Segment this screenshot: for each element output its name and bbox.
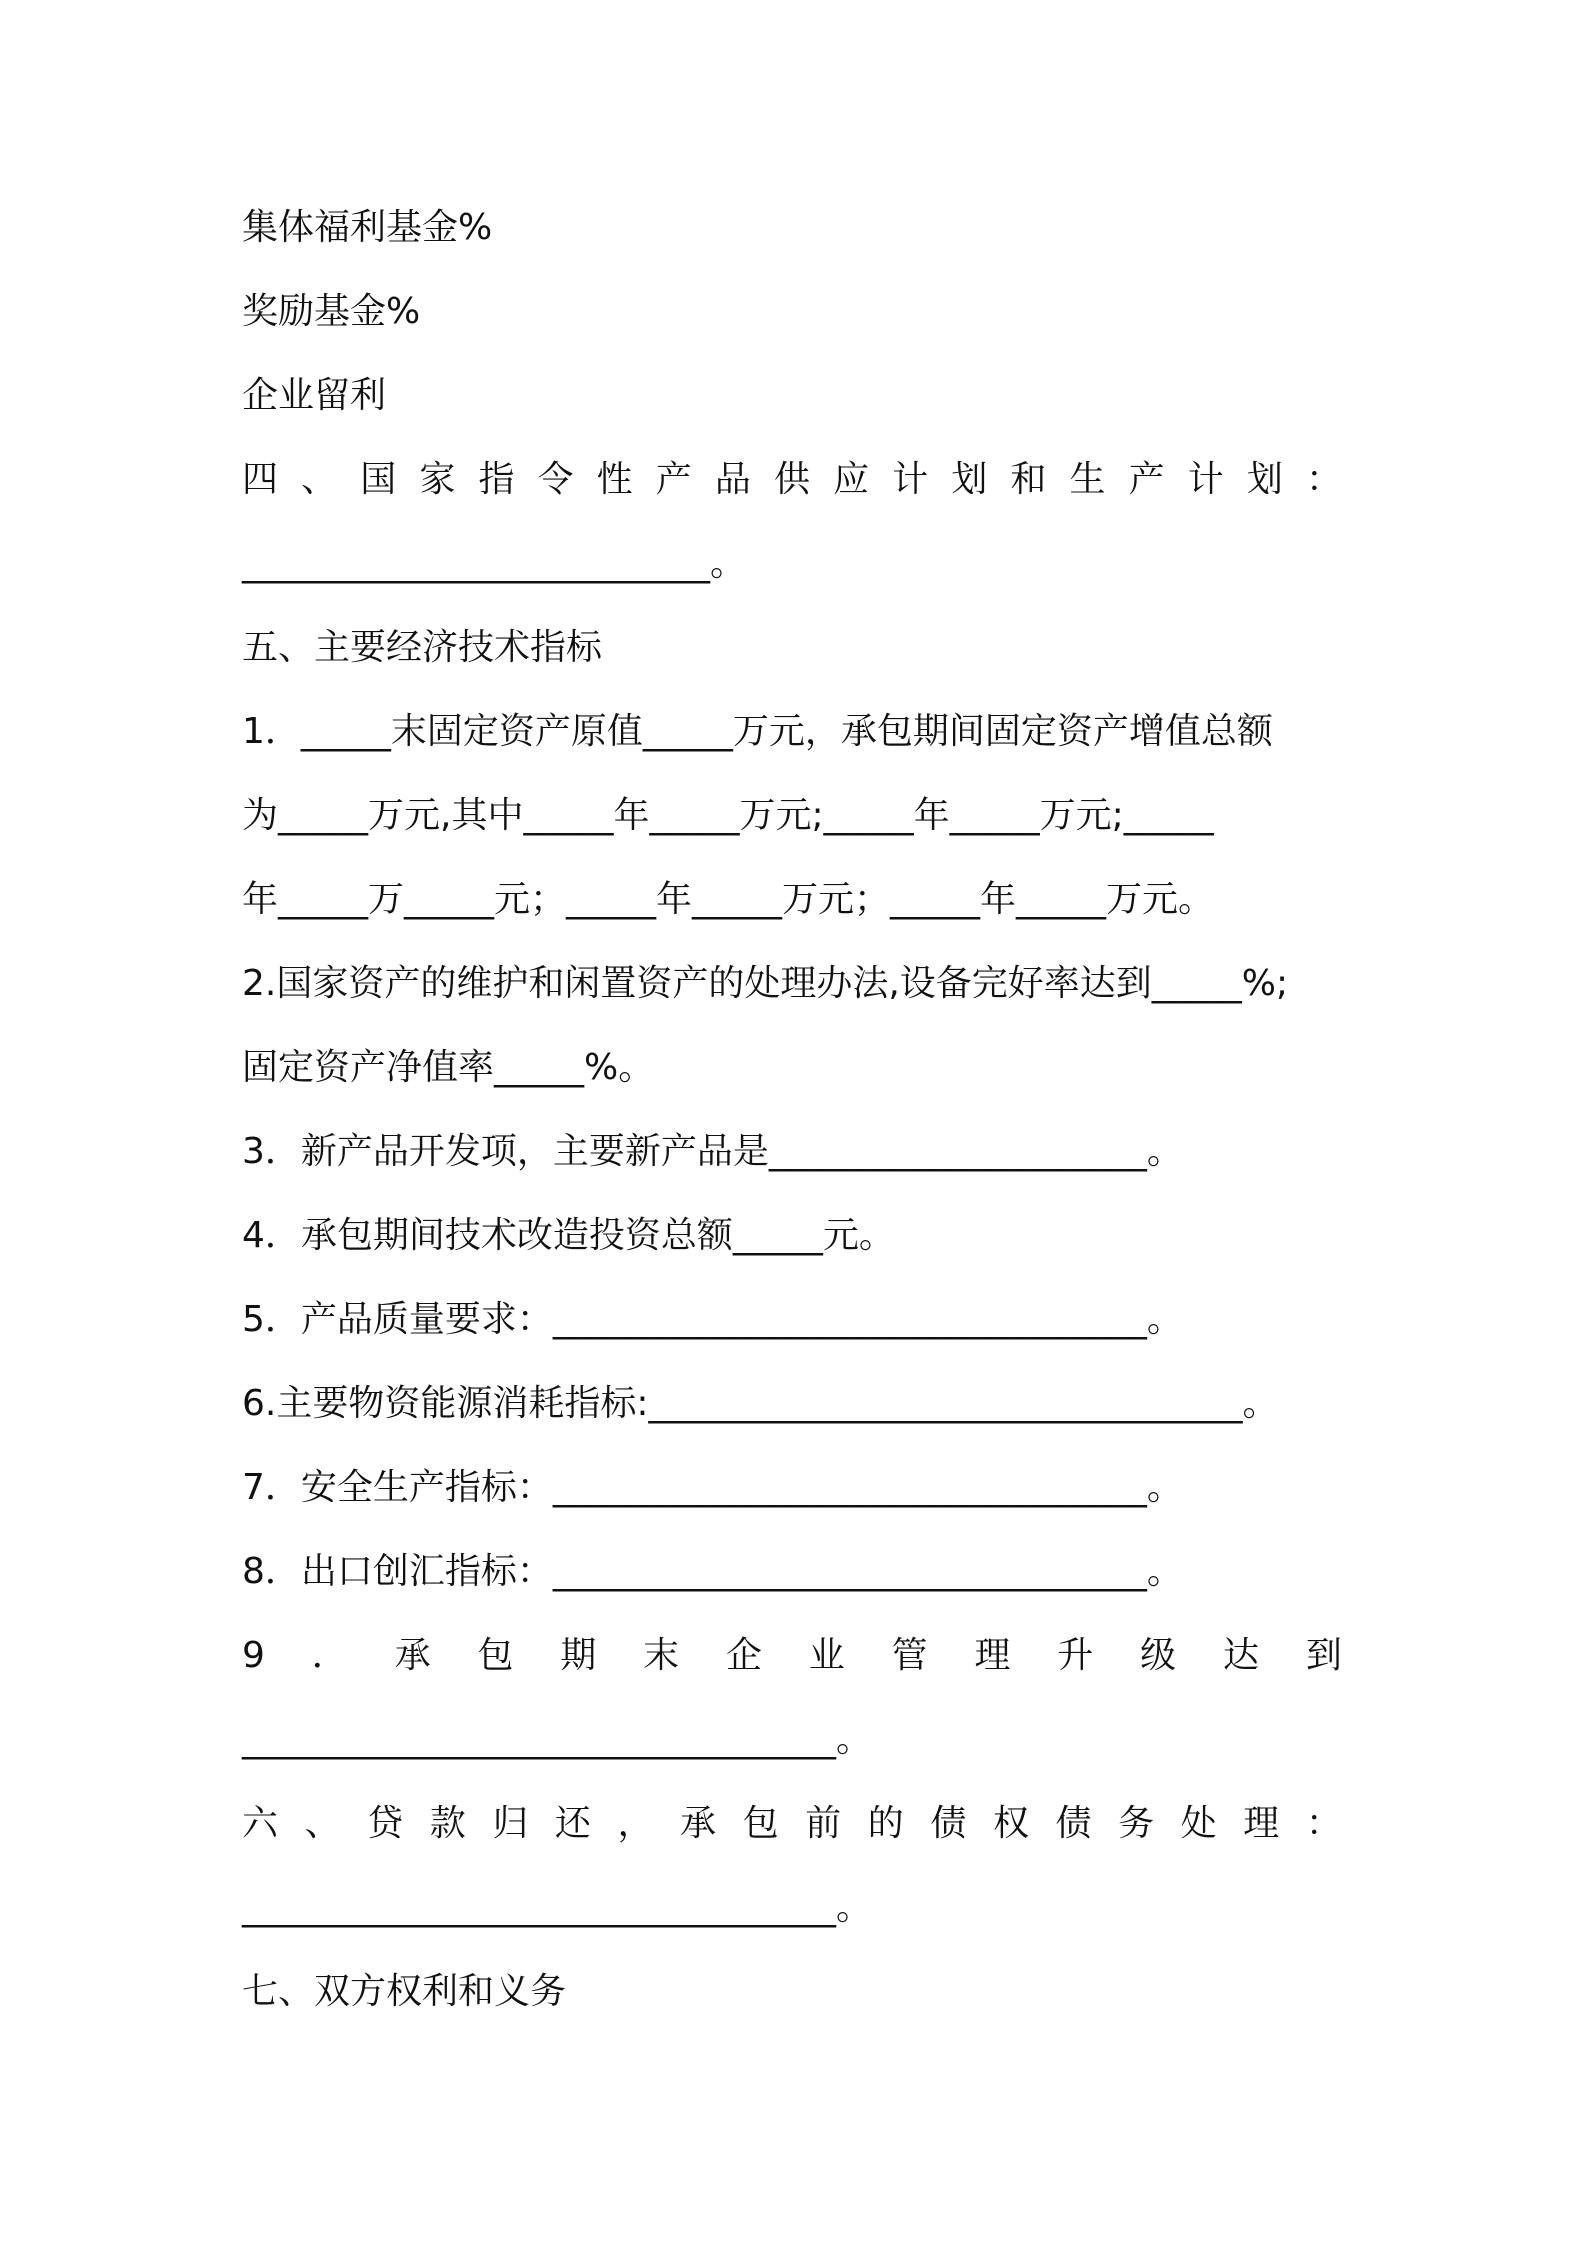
justified-char: 权: [992, 1803, 1029, 1844]
item-7-line: 7．安全生产指标：_________________________________。: [242, 1467, 1183, 1508]
justified-char: ．: [311, 1635, 348, 1676]
justified-char: 令: [537, 459, 574, 500]
section-four-heading: [242, 456, 1342, 504]
justified-char: 、: [304, 1803, 341, 1844]
text-line-welfare-fund: 集体福利基金%: [242, 207, 493, 248]
justified-char: 和: [1010, 459, 1047, 500]
item-8-line: 8．出口创汇指标：_________________________________。: [242, 1551, 1183, 1592]
justified-char: 产: [1128, 459, 1165, 500]
justified-char: 还: [554, 1803, 591, 1844]
justified-char: ，: [617, 1803, 654, 1844]
item-1-line-1: 1．_____末固定资产原值_____万元，承包期间固定资产增值总额: [242, 711, 1273, 752]
justified-char: 前: [805, 1803, 842, 1844]
justified-char: 四: [242, 459, 279, 500]
justified-char: 承: [680, 1803, 717, 1844]
blank-line-section-four: __________________________。: [242, 543, 746, 584]
justified-char: 企: [725, 1635, 762, 1676]
justified-char: 包: [477, 1635, 514, 1676]
justified-char: 国: [360, 459, 397, 500]
item-2-line-2: 固定资产净值率_____%。: [242, 1047, 655, 1088]
justified-char: 管: [891, 1635, 928, 1676]
justified-char: 划: [951, 459, 988, 500]
justified-char: 务: [1118, 1803, 1155, 1844]
item-6-line: 6.主要物资能源消耗指标:_________________________________。: [242, 1383, 1279, 1424]
section-five-heading: 五、主要经济技术指标: [242, 627, 603, 668]
text-line-retained-profit: 企业留利: [242, 375, 387, 416]
item-4-line: 4．承包期间技术改造投资总额_____元。: [242, 1215, 895, 1256]
justified-char: 的: [867, 1803, 904, 1844]
justified-char: 应: [833, 459, 870, 500]
item-9-line-2: _________________________________。: [242, 1719, 872, 1760]
justified-char: 末: [643, 1635, 680, 1676]
justified-char: 理: [974, 1635, 1011, 1676]
justified-char: 债: [930, 1803, 967, 1844]
justified-char: 达: [1223, 1635, 1260, 1676]
justified-char: ：: [1305, 1803, 1342, 1844]
justified-char: 业: [808, 1635, 845, 1676]
justified-char: 处: [1180, 1803, 1217, 1844]
item-2-line-1: 2.国家资产的维护和闲置资产的处理办法,设备完好率达到_____%;: [242, 963, 1289, 1004]
justified-char: 、: [301, 459, 338, 500]
justified-char: 款: [429, 1803, 466, 1844]
justified-char: 承: [394, 1635, 431, 1676]
justified-char: 升: [1057, 1635, 1094, 1676]
justified-char: 9: [242, 1635, 265, 1676]
justified-char: 到: [1305, 1635, 1342, 1676]
item-5-line: 5．产品质量要求：_________________________________。: [242, 1299, 1183, 1340]
item-1-line-3: 年_____万_____元；_____年_____万元；_____年_____万元。: [242, 879, 1215, 920]
justified-char: ：: [1305, 459, 1342, 500]
justified-char: 性: [596, 459, 633, 500]
justified-char: 期: [560, 1635, 597, 1676]
item-1-line-2: 为_____万元,其中_____年_____万元;_____年_____万元;_____: [242, 795, 1214, 836]
justified-char: 指: [478, 459, 515, 500]
justified-char: 计: [892, 459, 929, 500]
justified-char: 级: [1140, 1635, 1177, 1676]
justified-char: 债: [1055, 1803, 1092, 1844]
justified-char: 计: [1187, 459, 1224, 500]
text-line-bonus-fund: 奖励基金%: [242, 291, 421, 332]
justified-char: 归: [492, 1803, 529, 1844]
section-six-heading: [242, 1800, 1342, 1848]
justified-char: 划: [1246, 459, 1283, 500]
justified-char: 贷: [367, 1803, 404, 1844]
justified-char: 包: [742, 1803, 779, 1844]
item-3-line: 3．新产品开发项，主要新产品是_____________________。: [242, 1131, 1183, 1172]
justified-char: 供: [773, 459, 810, 500]
blank-line-section-six: _________________________________。: [242, 1887, 872, 1928]
item-9-line-1: [242, 1632, 1342, 1680]
justified-char: 生: [1069, 459, 1106, 500]
justified-char: 六: [242, 1803, 279, 1844]
section-seven-heading: 七、双方权利和义务: [242, 1971, 567, 2012]
justified-char: 品: [714, 459, 751, 500]
justified-char: 产: [655, 459, 692, 500]
justified-char: 理: [1243, 1803, 1280, 1844]
justified-char: 家: [419, 459, 456, 500]
